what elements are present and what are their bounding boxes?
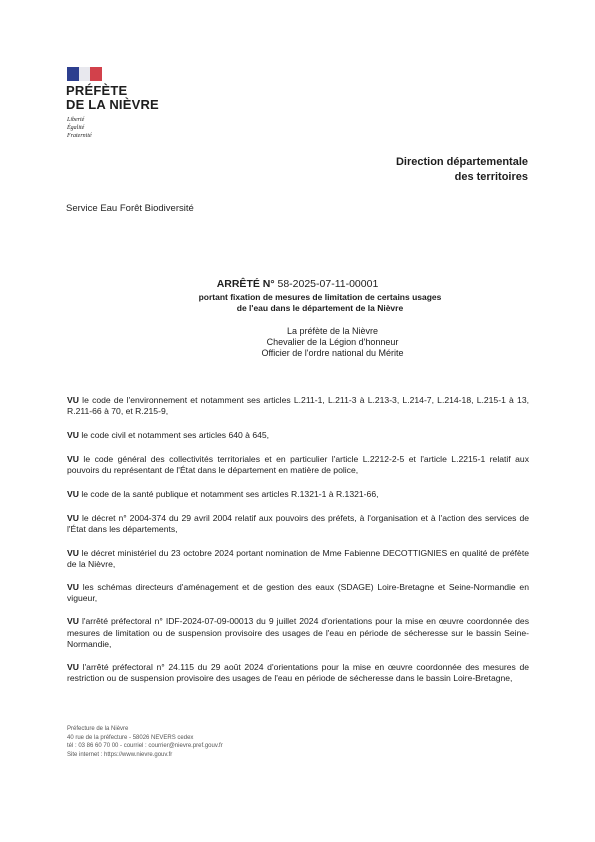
consideration-text: le code civil et notamment ses articles 640 à 645, (81, 430, 270, 441)
prefecture-name (66, 84, 159, 112)
flag-red-band (90, 67, 102, 81)
direction-line-2: des territoires (454, 171, 528, 183)
prefecture-line-2: DE LA NIÈVRE (66, 97, 159, 112)
consideration-text: l'arrêté préfectoral n° IDF-2024-07-09-00013 du 9 juillet 2024 d'orientations pour la mise en œuvre coordonnée des mesures de limitation ou de suspension provisoire des usages de l'eau en période de sécheresse sur le bassin Seine-Normandie, (67, 616, 529, 649)
signatory-block (150, 326, 515, 359)
motto-egalite: Égalité (67, 125, 85, 131)
footer-line-3: tél : 03 86 60 70 00 - courriel : courrier@nievre.pref.gouv.fr (67, 743, 223, 749)
subject-line-2: de l'eau dans le département de la Nièvre (236, 303, 404, 313)
republic-motto (67, 116, 92, 140)
flag-white-band (79, 67, 91, 81)
footer-line-1: Préfecture de la Nièvre (67, 726, 129, 732)
consideration-text: l'arrêté préfectoral n° 24.115 du 29 août 2024 d'orientations pour la mise en œuvre coordonnée des mesures de restriction ou de suspension provisoire des usages de l'eau en période de sécheresse dans le bassin Loire-Bretagne, (67, 662, 530, 684)
consideration-item (67, 582, 529, 604)
footer-line-2: 40 rue de la préfecture - 58026 NEVERS cedex (67, 734, 194, 741)
consideration-text: le code de l'environnement et notamment ses articles L.211-1, L.211-3 à L.213-3, L.214-7, L.214-18, L.215-1 à 13, R.211-66 à 70, et R.215-9, (67, 395, 529, 417)
vu-prefix: VU (67, 513, 79, 524)
consideration-text: les schémas directeurs d'aménagement et de gestion des eaux (SDAGE) Loire-Bretagne et Seine-Normandie en vigueur, (67, 582, 529, 604)
republic-flag-logo (67, 67, 102, 81)
vu-prefix: VU (67, 453, 79, 464)
footer-line-4: Site internet : https://www.nievre.gouv.fr (67, 751, 173, 758)
signatory-line-3: Officier de l'ordre national du Mérite (261, 348, 404, 358)
consideration-item (67, 454, 529, 476)
vu-prefix: VU (67, 395, 79, 405)
direction-line-1: Direction départementale (395, 156, 528, 168)
vu-prefix: VU (67, 616, 79, 627)
consideration-text: le code de la santé publique et notamment ses articles R.1321-1 à R.1321-66, (81, 489, 379, 500)
motto-fraternite: Fraternité (67, 133, 92, 139)
consideration-item (67, 513, 529, 535)
vu-prefix: VU (67, 547, 79, 558)
footer-address (67, 725, 223, 759)
consideration-item (67, 395, 529, 417)
consideration-item (67, 489, 529, 500)
vu-prefix: VU (67, 582, 79, 593)
arrete-number: 58-2025-07-11-00001 (277, 278, 379, 290)
arrete-subject (120, 292, 520, 314)
direction-heading (396, 155, 528, 185)
flag-blue-band (67, 67, 79, 81)
subject-line-1: portant fixation de mesures de limitation de certains usages (198, 292, 442, 302)
motto-liberte: Liberté (67, 117, 85, 123)
consideration-text: le décret n° 2004-374 du 29 avril 2004 relatif aux pouvoirs des préfets, à l'organisation et à l'action des services de l'État dans les départements, (67, 513, 529, 535)
service-name: Service Eau Forêt Biodiversité (66, 203, 194, 214)
vu-prefix: VU (67, 489, 79, 500)
prefecture-line-1: PRÉFÈTE (66, 83, 128, 98)
consideration-item (67, 662, 529, 684)
vu-prefix: VU (67, 430, 79, 441)
consideration-item (67, 616, 529, 650)
signatory-line-1: La préfète de la Nièvre (286, 326, 379, 336)
consideration-item (67, 430, 529, 441)
consideration-text: le décret ministériel du 23 octobre 2024 portant nomination de Mme Fabienne DECOTTIGNIES en qualité de préfète de la Nièvre, (67, 547, 530, 569)
consideration-item (67, 548, 529, 570)
arrete-title (0, 278, 595, 290)
vu-prefix: VU (67, 662, 79, 673)
considerations-list (67, 395, 529, 684)
consideration-text: le code général des collectivités territoriales et en particulier l'article L.2212-2-5 et l'article L.2215-1 relatif aux pouvoirs du représentant de l'État dans le département en matière de police, (67, 453, 530, 475)
signatory-line-2: Chevalier de la Légion d'honneur (266, 337, 399, 347)
arrete-label: ARRÊTÉ N° (216, 278, 275, 290)
